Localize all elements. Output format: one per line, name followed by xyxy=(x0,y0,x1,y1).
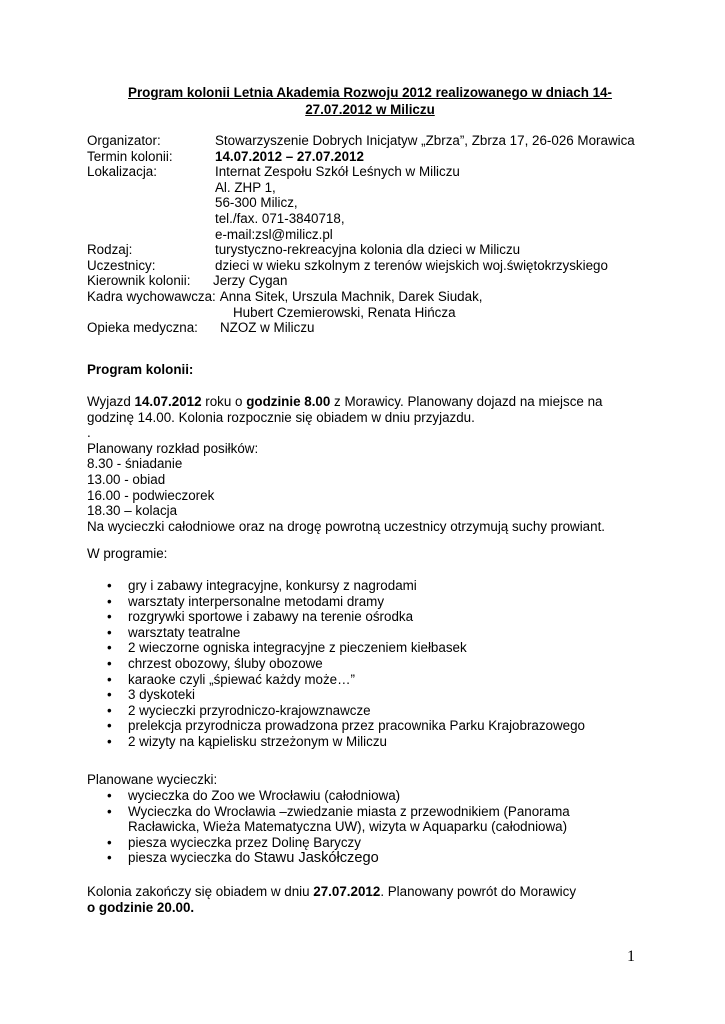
kadra-row xyxy=(87,289,687,305)
program-item: • karaoke czyli „śpiewać każdy może…” xyxy=(107,672,647,688)
program-item: • gry i zabawy integracyjne, konkursy z nagrodami xyxy=(107,578,647,594)
opieka-value: NZOZ w Miliczu xyxy=(220,320,315,336)
meal-item: 18.30 – kolacja xyxy=(87,503,178,519)
lokalizacja-row xyxy=(87,164,687,180)
termin-label: Termin kolonii: xyxy=(87,148,173,164)
closing-paragraph xyxy=(87,884,647,915)
termin-row xyxy=(87,149,687,165)
program-item: • 3 dyskoteki xyxy=(107,687,647,703)
kadra-value-line-2: Hubert Czemierowski, Renata Hińcza xyxy=(233,304,456,320)
program-item: • chrzest obozowy, śluby obozowe xyxy=(107,656,647,672)
rodzaj-label: Rodzaj: xyxy=(87,242,133,258)
document-title xyxy=(100,84,640,118)
wycieczka-item-line: Racławicka, Wieża Matematyczna UW), wizyta w Aquaparku (całodniowa) xyxy=(128,819,568,835)
page-number: 1 xyxy=(627,948,635,965)
program-heading: Program kolonii: xyxy=(87,362,194,377)
title-line-1: Program kolonii Letnia Akademia Rozwoju 2012 realizowanego w dniach 14- xyxy=(128,85,612,100)
closing-text: . Planowany powrót do Morawicy xyxy=(380,884,577,899)
closing-text: Kolonia zakończy się obiadem w dniu xyxy=(87,884,314,899)
organizator-row xyxy=(87,133,687,149)
w-programie-heading: W programie: xyxy=(87,546,168,561)
program-item: • prelekcja przyrodnicza prowadzona przez pracownika Parku Krajobrazowego xyxy=(107,718,647,734)
program-item: • 2 wizyty na kąpielisku strzeżonym w Miliczu xyxy=(107,734,647,750)
wyjazd-date: 14.07.2012 xyxy=(134,394,202,409)
uczestnicy-row xyxy=(87,258,687,274)
wycieczka-item xyxy=(107,804,647,835)
program-item: • warsztaty interpersonalne metodami dramy xyxy=(107,594,647,610)
meal-item: 16.00 - podwieczorek xyxy=(87,487,215,503)
wycieczka-item-place: Stawu Jaskółczego xyxy=(253,850,379,867)
wycieczka-item xyxy=(107,850,647,867)
lokalizacja-line: Internat Zespołu Szkół Leśnych w Miliczu xyxy=(215,164,460,180)
wyjazd-line-1 xyxy=(87,394,647,410)
lokalizacja-line: tel./fax. 071-3840718, xyxy=(215,210,345,226)
wycieczka-item-text: piesza wycieczka do xyxy=(128,850,254,866)
opieka-row xyxy=(87,320,687,336)
wycieczka-item: • piesza wycieczka przez Dolinę Baryczy xyxy=(107,835,647,851)
wycieczka-item: • wycieczka do Zoo we Wrocławiu (całodniowa) xyxy=(107,788,647,804)
closing-line-1 xyxy=(87,884,647,900)
organizator-value: Stowarzyszenie Dobrych Inicjatyw „Zbrza”, Zbrza 17, 26-026 Morawica xyxy=(215,133,635,148)
wyjazd-line-2: godzinę 14.00. Kolonia rozpocznie się obiadem w dniu przyjazdu. xyxy=(87,409,475,425)
wyjazd-paragraph xyxy=(87,394,647,534)
lokalizacja-line: Al. ZHP 1, xyxy=(215,179,276,195)
lokalizacja-line: 56-300 Milicz, xyxy=(215,195,298,211)
meals-heading: Planowany rozkład posiłków: xyxy=(87,440,259,456)
lokalizacja-label: Lokalizacja: xyxy=(87,164,157,180)
opieka-label: Opieka medyczna: xyxy=(87,320,198,336)
wycieczka-item-line: • Wycieczka do Wrocławia –zwiedzanie miasta z przewodnikiem (Panorama xyxy=(128,803,570,819)
program-item: • 2 wieczorne ogniska integracyjne z pieczeniem kiełbasek xyxy=(107,640,647,656)
wyjazd-dot: . xyxy=(87,425,91,441)
wycieczki-heading: Planowane wycieczki: xyxy=(87,772,218,787)
meal-item: 8.30 - śniadanie xyxy=(87,456,183,472)
meal-item: 13.00 - obiad xyxy=(87,471,166,487)
rodzaj-value: turystyczno-rekreacyjna kolonia dla dzieci w Miliczu xyxy=(215,242,521,258)
organizator-label: Organizator: xyxy=(87,133,161,148)
wyjazd-text: roku o xyxy=(201,394,247,409)
program-list xyxy=(107,578,647,750)
kierownik-value: Jerzy Cygan xyxy=(213,273,288,289)
program-item: • warsztaty teatralne xyxy=(107,625,647,641)
closing-date: 27.07.2012 xyxy=(313,884,381,899)
uczestnicy-label: Uczestnicy: xyxy=(87,257,156,273)
meals-note: Na wycieczki całodniowe oraz na drogę powrotną uczestnicy otrzymują suchy prowiant. xyxy=(87,518,606,534)
wycieczki-list xyxy=(107,788,647,867)
lokalizacja-line: e-mail:zsl@milicz.pl xyxy=(215,226,333,242)
kadra-label: Kadra wychowawcza: xyxy=(87,288,216,304)
wyjazd-time: godzinie 8.00 xyxy=(246,394,331,409)
kierownik-row xyxy=(87,273,687,289)
wyjazd-text: z Morawicy. Planowany dojazd na miejsce na xyxy=(330,394,603,409)
termin-value: 14.07.2012 – 27.07.2012 xyxy=(215,148,364,164)
rodzaj-row xyxy=(87,242,687,258)
title-line-2: 27.07.2012 w Miliczu xyxy=(305,102,435,117)
closing-line-2: o godzinie 20.00. xyxy=(87,899,195,915)
program-item: • 2 wycieczki przyrodniczo-krajowznawcze xyxy=(107,703,647,719)
wyjazd-text: Wyjazd xyxy=(87,394,135,409)
program-item: • rozgrywki sportowe i zabawy na terenie ośrodka xyxy=(107,609,647,625)
kadra-value: Anna Sitek, Urszula Machnik, Darek Siudak, xyxy=(219,288,483,304)
uczestnicy-value: dzieci w wieku szkolnym z terenów wiejskich woj.świętokrzyskiego xyxy=(215,257,608,273)
kierownik-label: Kierownik kolonii: xyxy=(87,273,191,289)
info-block xyxy=(87,133,687,336)
